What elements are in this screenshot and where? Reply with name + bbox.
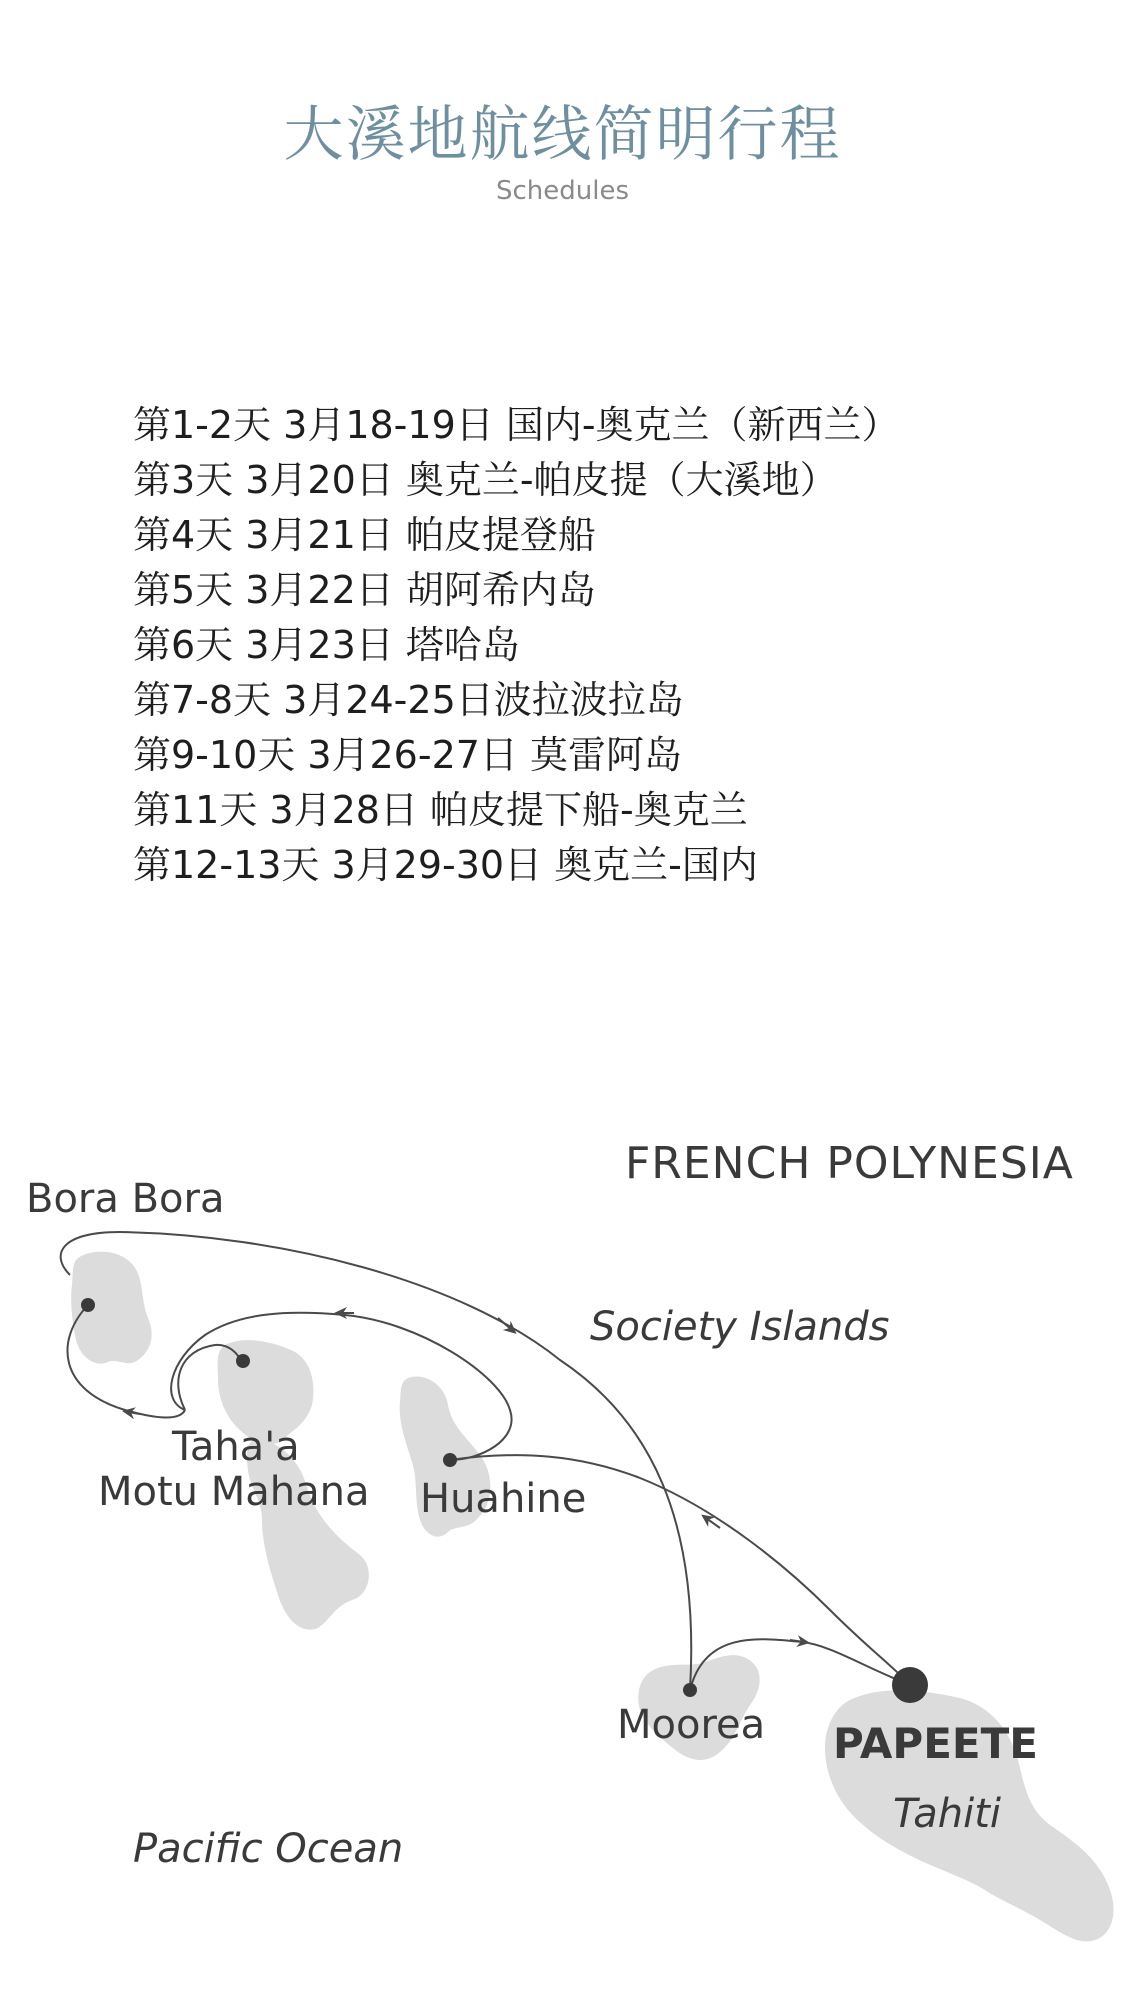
- huahine-label: Huahine: [420, 1476, 587, 1522]
- moorea-label: Moorea: [617, 1702, 766, 1748]
- page-subtitle: Schedules: [495, 176, 630, 206]
- itinerary-item: 第3天 3月20日 奥克兰-帕皮提（大溪地）: [133, 458, 838, 502]
- itinerary-item: 第6天 3月23日 塔哈岛: [133, 623, 520, 667]
- region-label: FRENCH POLYNESIA: [625, 1138, 1074, 1189]
- bora-bora-marker: [81, 1298, 95, 1312]
- papeete-marker: [892, 1667, 928, 1703]
- itinerary-item: 第5天 3月22日 胡阿希内岛: [133, 568, 596, 612]
- route-moorea-bora-bora: [61, 1232, 692, 1690]
- itinerary-item: 第7-8天 3月24-25日波拉波拉岛: [133, 678, 684, 722]
- papeete-label: PAPEETE: [833, 1719, 1038, 1768]
- bora-bora-label: Bora Bora: [26, 1176, 225, 1222]
- route-map: [0, 1080, 1125, 2000]
- itinerary-item: 第12-13天 3月29-30日 奥克兰-国内: [133, 843, 758, 887]
- itinerary-list: [133, 398, 900, 893]
- ocean-label: Pacific Ocean: [133, 1826, 404, 1872]
- moorea-marker: [683, 1683, 697, 1697]
- itinerary-item: 第11天 3月28日 帕皮提下船-奥克兰: [133, 788, 748, 832]
- motu-mahana-label: Motu Mahana: [98, 1469, 370, 1515]
- itinerary-item: 第4天 3月21日 帕皮提登船: [133, 513, 596, 557]
- page-title: 大溪地航线简明行程: [283, 100, 842, 170]
- itinerary-item: 第1-2天 3月18-19日 国内-奥克兰（新西兰）: [133, 403, 900, 447]
- tahaa-marker: [236, 1354, 250, 1368]
- huahine-marker: [443, 1453, 457, 1467]
- archipelago-label: Society Islands: [590, 1304, 890, 1350]
- itinerary-item: 第9-10天 3月26-27日 莫雷阿岛: [133, 733, 682, 777]
- tahiti-label: Tahiti: [893, 1791, 1002, 1837]
- tahaa-label: Taha'a: [172, 1424, 300, 1470]
